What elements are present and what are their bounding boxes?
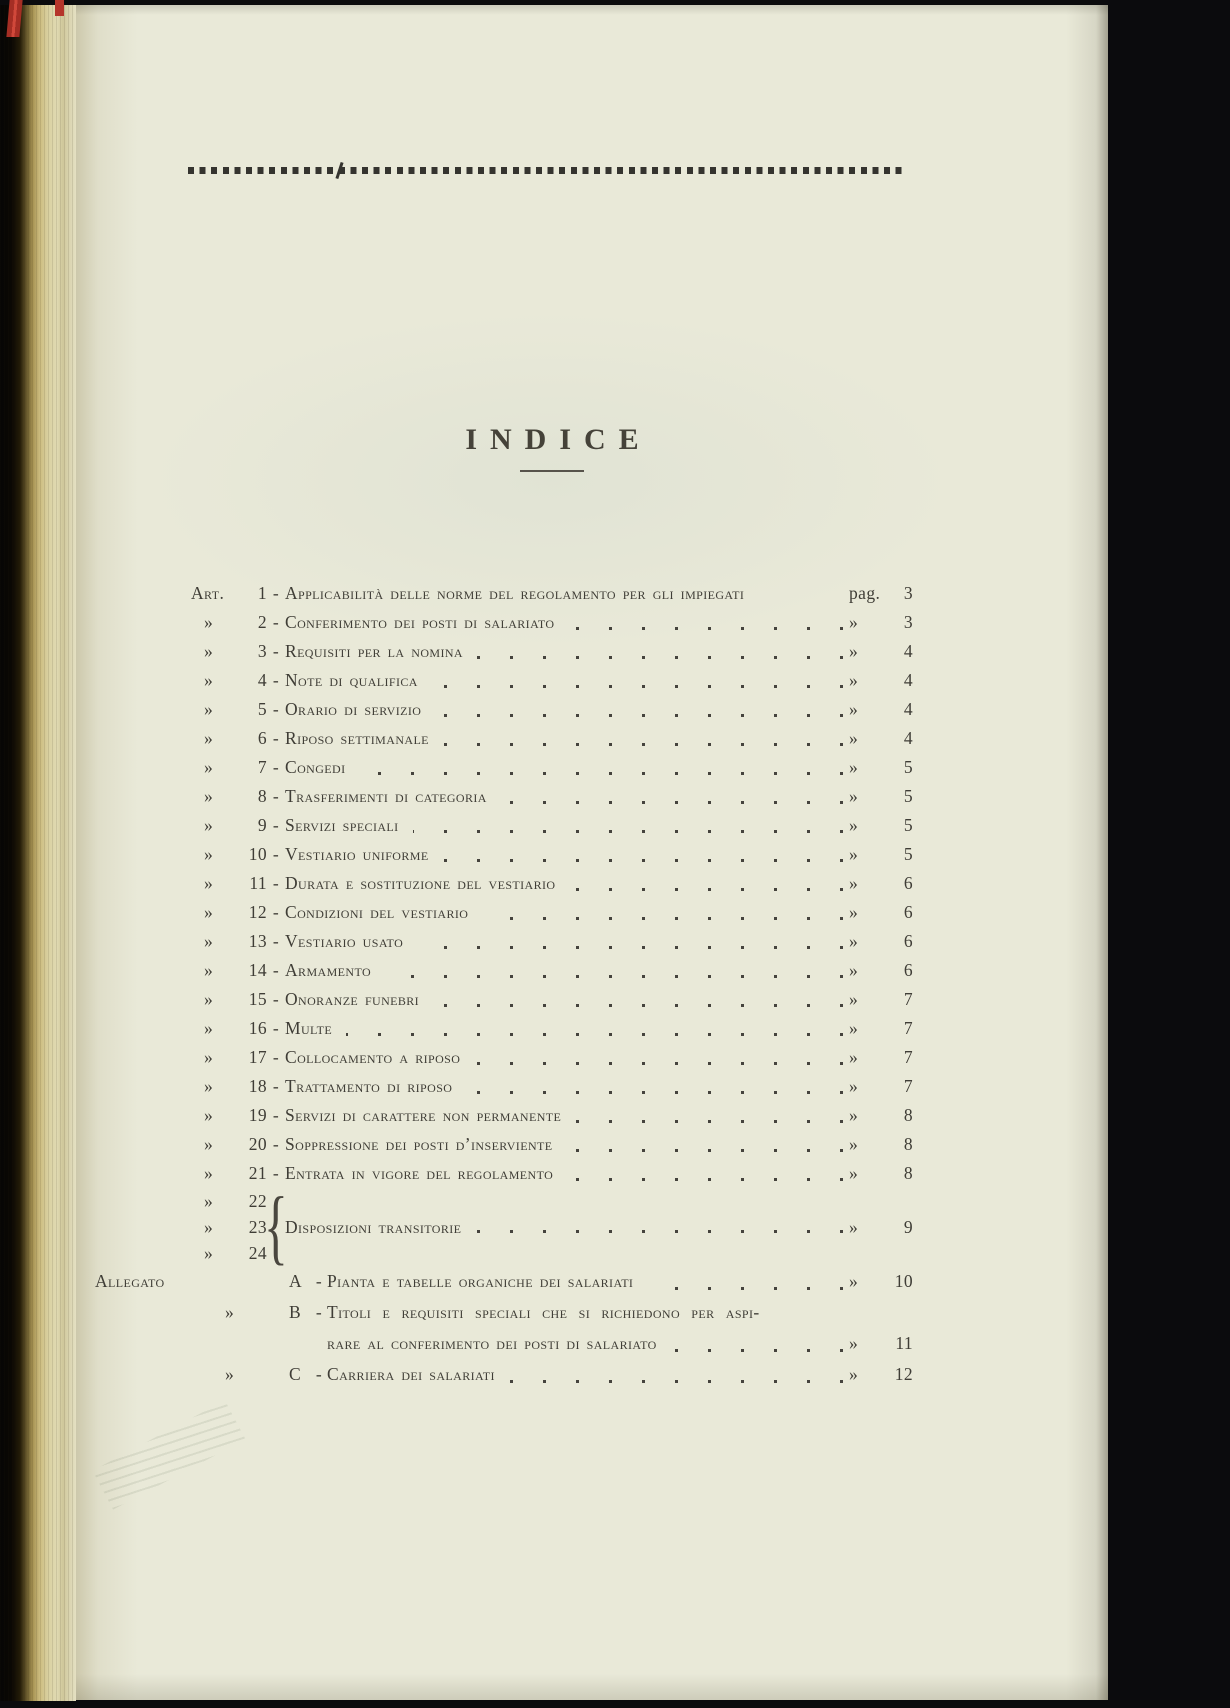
entry-title: Orario di servizio — [285, 699, 422, 719]
toc-entry-row — [191, 1014, 913, 1043]
entry-dash: - — [272, 699, 280, 719]
entry-title: Conferimento dei posti di salariato — [285, 612, 555, 632]
entry-title: Condizioni del vestiario — [285, 902, 469, 922]
entry-number: 13 — [248, 931, 267, 951]
entry-prefix: » — [204, 786, 214, 806]
entry-prefix: » — [204, 1018, 214, 1038]
entry-page-mark: pag. — [849, 583, 881, 603]
entry-number: 22 — [248, 1191, 267, 1211]
entry-title: Collocamento a riposo — [285, 1047, 461, 1067]
entry-prefix: » — [204, 815, 214, 835]
dot-leader — [443, 743, 843, 746]
entry-page-mark: » — [849, 873, 859, 893]
dot-leader — [433, 1004, 843, 1007]
entry-page-number: 4 — [903, 641, 913, 661]
entry-prefix: » — [204, 1047, 214, 1067]
entry-title: rare al conferimento dei posti di salariato — [327, 1333, 657, 1353]
entry-page-mark: » — [849, 1076, 859, 1096]
entry-prefix: » — [204, 1243, 214, 1263]
entry-title: Congedi — [285, 757, 346, 777]
entry-page-number: 4 — [903, 728, 913, 748]
entry-page-mark: » — [849, 699, 859, 719]
toc-group-number-row — [191, 1214, 267, 1240]
entry-number: 7 — [257, 757, 267, 777]
entry-page-mark: » — [849, 728, 859, 748]
entry-page-number: 6 — [903, 873, 913, 893]
entry-number: 10 — [248, 844, 267, 864]
entry-page-mark: » — [849, 1271, 859, 1291]
entry-dash: - — [272, 1134, 280, 1154]
entry-title: Vestiario usato — [285, 931, 404, 951]
entry-title: Trattamento di riposo — [285, 1076, 453, 1096]
entry-dash: - — [315, 1302, 323, 1322]
toc-entry-row — [191, 1159, 913, 1188]
toc-entry-row — [191, 1043, 913, 1072]
entry-page-number: 11 — [895, 1333, 913, 1353]
entry-page-number: 12 — [894, 1364, 913, 1384]
entry-page-number: 6 — [903, 902, 913, 922]
entry-title: Soppressione dei posti d’inserviente — [285, 1134, 553, 1154]
entry-number: 14 — [248, 960, 267, 980]
entry-prefix: » — [204, 1134, 214, 1154]
toc-entry-row — [191, 637, 913, 666]
entry-page-number: 10 — [894, 1271, 913, 1291]
toc-entry-row — [191, 724, 913, 753]
toc-entry-row — [191, 666, 913, 695]
entry-prefix: Art. — [191, 583, 225, 603]
entry-page-mark: » — [849, 1134, 859, 1154]
entry-page-mark: » — [849, 844, 859, 864]
dot-leader — [647, 1287, 843, 1290]
entry-page-number: 6 — [903, 931, 913, 951]
entry-dash: - — [272, 1018, 280, 1038]
entry-page-number: 5 — [903, 757, 913, 777]
entry-page-mark: » — [849, 902, 859, 922]
toc-entry-row — [191, 811, 913, 840]
dot-leader — [482, 917, 843, 920]
ink-slash-artifact — [335, 162, 343, 179]
entry-number: 8 — [257, 786, 267, 806]
allegato-letter: B — [289, 1302, 302, 1322]
dot-leader — [568, 627, 843, 630]
entry-page-number: 8 — [903, 1134, 913, 1154]
entry-number: 24 — [248, 1243, 267, 1263]
entry-prefix: » — [204, 844, 214, 864]
entry-title: Titoli e requisiti speciali che si richiedono per aspi- — [327, 1302, 760, 1322]
title-underline — [520, 470, 584, 472]
entry-dash: - — [272, 1076, 280, 1096]
entry-dash: - — [272, 844, 280, 864]
entry-number: 12 — [248, 902, 267, 922]
entry-dash: - — [272, 641, 280, 661]
allegato-continuation-row — [95, 1328, 913, 1359]
toc-entry-row — [191, 956, 913, 985]
toc-list — [95, 579, 913, 1390]
entry-page-number: 8 — [903, 1105, 913, 1125]
entry-number: 3 — [257, 641, 267, 661]
entry-number: 6 — [257, 728, 267, 748]
dot-leader — [359, 772, 843, 775]
entry-dash: - — [272, 757, 280, 777]
toc-entry-row — [191, 927, 913, 956]
entry-page-number: 4 — [903, 670, 913, 690]
allegato-row — [95, 1359, 913, 1390]
toc-group-main — [285, 1214, 913, 1240]
entry-prefix: » — [204, 989, 214, 1009]
dot-leader — [385, 975, 843, 978]
toc-group-number-row — [191, 1188, 267, 1214]
entry-dash: - — [272, 1105, 280, 1125]
entry-number: 1 — [257, 583, 267, 603]
toc-entry-row — [191, 1072, 913, 1101]
entry-title: Riposo settimanale — [285, 728, 429, 748]
dot-leader — [413, 830, 843, 833]
entry-number: 5 — [257, 699, 267, 719]
entry-dash: - — [272, 1047, 280, 1067]
entry-prefix: » — [204, 1217, 214, 1237]
entry-prefix: » — [204, 728, 214, 748]
dot-leader — [575, 1120, 843, 1123]
entry-page-mark: » — [849, 989, 859, 1009]
entry-page-number: 9 — [903, 1217, 913, 1237]
brace-glyph: { — [263, 1180, 289, 1274]
entry-page-mark: » — [849, 1018, 859, 1038]
entry-page-mark: » — [849, 612, 859, 632]
dot-leader — [567, 1178, 843, 1181]
entry-title: Onoranze funebri — [285, 989, 420, 1009]
entry-page-number: 3 — [903, 612, 913, 632]
entry-title: Vestiario uniforme — [285, 844, 429, 864]
allegato-prefix: » — [225, 1302, 235, 1322]
toc-entry-row — [191, 840, 913, 869]
dot-leader — [758, 598, 843, 601]
entry-prefix: » — [204, 931, 214, 951]
entry-title: Trasferimenti di categoria — [285, 786, 487, 806]
entry-number: 23 — [248, 1217, 267, 1237]
allegato-prefix: » — [225, 1364, 235, 1384]
allegato-letter: C — [289, 1364, 302, 1384]
entry-number: 15 — [248, 989, 267, 1009]
entry-page-number: 3 — [903, 583, 913, 603]
entry-dash: - — [315, 1364, 323, 1384]
toc-group-number-row — [191, 1240, 267, 1266]
entry-page-mark: » — [849, 931, 859, 951]
entry-number: 4 — [257, 670, 267, 690]
entry-title: Servizi speciali — [285, 815, 399, 835]
entry-page-mark: » — [849, 641, 859, 661]
entry-title: Pianta e tabelle organiche dei salariati — [327, 1271, 634, 1291]
dot-leader — [566, 1149, 843, 1152]
entry-page-mark: » — [849, 1163, 859, 1183]
entry-prefix: » — [204, 612, 214, 632]
entry-page-number: 7 — [903, 1076, 913, 1096]
toc-entry-row — [191, 608, 913, 637]
entry-title: Armamento — [285, 960, 372, 980]
entry-title: Durata e sostituzione del vestiario — [285, 873, 556, 893]
entry-dash: - — [272, 815, 280, 835]
entry-page-mark: » — [849, 1217, 859, 1237]
entry-dash: - — [272, 931, 280, 951]
entry-dash: - — [272, 1163, 280, 1183]
entry-dash: - — [272, 670, 280, 690]
allegato-row — [95, 1297, 913, 1328]
entry-dash: - — [272, 583, 280, 603]
dot-leader — [509, 1380, 843, 1383]
dot-leader — [466, 1091, 843, 1094]
entry-prefix: » — [204, 1191, 214, 1211]
entry-page-number: 7 — [903, 1018, 913, 1038]
allegato-letter: A — [289, 1271, 303, 1291]
toc-group-row — [191, 1180, 913, 1274]
entry-page-mark: » — [849, 1364, 859, 1384]
entry-prefix: » — [204, 670, 214, 690]
entry-page-number: 7 — [903, 989, 913, 1009]
toc-entry-row — [191, 695, 913, 724]
entry-page-number: 7 — [903, 1047, 913, 1067]
decorative-dotted-rule — [188, 167, 904, 174]
entry-page-mark: » — [849, 815, 859, 835]
entry-page-number: 5 — [903, 786, 913, 806]
entry-number: 11 — [249, 873, 267, 893]
entry-page-mark: » — [849, 960, 859, 980]
dot-leader — [477, 656, 843, 659]
entry-page-number: 4 — [903, 699, 913, 719]
entry-number: 9 — [257, 815, 267, 835]
entry-number: 2 — [257, 612, 267, 632]
entry-dash: - — [272, 989, 280, 1009]
toc-entry-row — [191, 985, 913, 1014]
toc-entry-row — [191, 1101, 913, 1130]
entry-dash: - — [315, 1271, 323, 1291]
toc-entry-row — [191, 753, 913, 782]
dot-leader — [432, 685, 843, 688]
dot-leader — [475, 1230, 843, 1233]
entry-dash: - — [272, 902, 280, 922]
entry-page-number: 8 — [903, 1163, 913, 1183]
dot-leader — [501, 801, 843, 804]
entry-dash: - — [272, 873, 280, 893]
toc-entry-row — [191, 782, 913, 811]
entry-dash: - — [272, 960, 280, 980]
entry-dash: - — [272, 728, 280, 748]
entry-dash: - — [272, 612, 280, 632]
entry-title: Carriera dei salariati — [327, 1364, 495, 1384]
book-page-edges — [0, 5, 76, 1701]
title-block — [76, 423, 1028, 472]
entry-title: Entrata in vigore del regolamento — [285, 1163, 554, 1183]
entry-prefix: » — [204, 1105, 214, 1125]
entry-title: Applicabilità delle norme del regolamento per gli impiegati — [285, 583, 745, 603]
entry-prefix: » — [204, 873, 214, 893]
entry-title: Requisiti per la nomina — [285, 641, 463, 661]
dot-leader — [435, 714, 843, 717]
toc-group-numbers — [191, 1188, 267, 1266]
entry-page-mark: » — [849, 1105, 859, 1125]
entry-number: 18 — [248, 1076, 267, 1096]
page-title: INDICE — [465, 423, 652, 456]
entry-prefix: » — [204, 757, 214, 777]
entry-page-mark: » — [849, 1047, 859, 1067]
dot-leader — [474, 1062, 843, 1065]
entry-prefix: » — [204, 902, 214, 922]
entry-title: Disposizioni transitorie — [285, 1217, 462, 1237]
entry-page-number: 5 — [903, 815, 913, 835]
pencil-smudge-artifact — [92, 1400, 245, 1509]
entry-number: 19 — [248, 1105, 267, 1125]
dot-leader — [443, 859, 843, 862]
entry-page-mark: » — [849, 1333, 859, 1353]
entry-prefix: » — [204, 1076, 214, 1096]
entry-title: Note di qualifica — [285, 670, 418, 690]
entry-page-number: 5 — [903, 844, 913, 864]
entry-page-number: 6 — [903, 960, 913, 980]
entry-page-mark: » — [849, 670, 859, 690]
dot-leader — [671, 1349, 843, 1352]
entry-number: 16 — [248, 1018, 267, 1038]
toc-entry-row — [191, 869, 913, 898]
entry-prefix: » — [204, 699, 214, 719]
entry-page-mark: » — [849, 757, 859, 777]
entry-number: 17 — [248, 1047, 267, 1067]
entry-dash: - — [272, 786, 280, 806]
entry-title: Multe — [285, 1018, 333, 1038]
toc-entry-row — [191, 898, 913, 927]
dot-leader — [570, 888, 844, 891]
entry-page-mark: » — [849, 786, 859, 806]
entry-number: 20 — [248, 1134, 267, 1154]
allegato-row — [95, 1266, 913, 1297]
toc-entry-row — [191, 579, 913, 608]
red-ink-mark — [55, 0, 64, 16]
dot-leader — [417, 946, 843, 949]
entry-prefix: » — [204, 641, 214, 661]
entry-title: Servizi di carattere non permanente — [285, 1105, 562, 1125]
entry-prefix: » — [204, 960, 214, 980]
entry-number: 21 — [248, 1163, 267, 1183]
dot-leader — [346, 1033, 843, 1036]
toc-entry-row — [191, 1130, 913, 1159]
allegato-prefix: Allegato — [95, 1271, 165, 1291]
entry-prefix: » — [204, 1163, 214, 1183]
document-page — [76, 5, 1108, 1700]
